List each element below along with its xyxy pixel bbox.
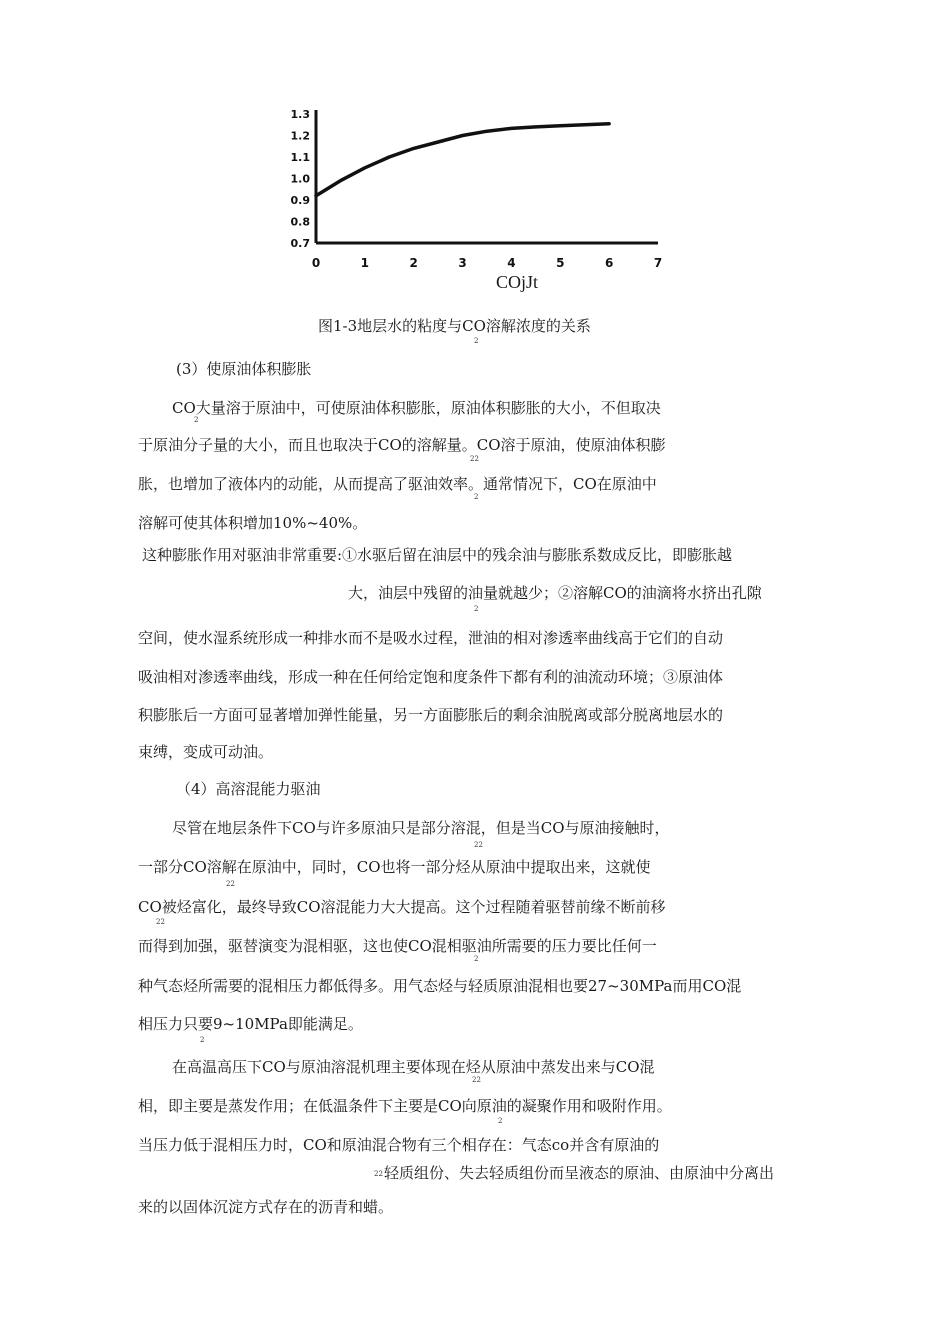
subscript: 22 <box>156 918 165 926</box>
subscript: 2 <box>474 955 479 963</box>
paragraph-line: 在高温高压下CO与原油溶混机理主要体现在烃从原油中蒸发出来与CO混 <box>172 1058 655 1076</box>
subscript: 2 <box>498 1117 503 1125</box>
paragraph-line: 种气态烃所需要的混相压力都低得多。用气态烃与轻质原油混相也要27~30MPa而用CO混 <box>138 977 742 995</box>
paragraph-line: 胀，也增加了液体内的动能，从而提高了驱油效率。通常情况下，CO在原油中 <box>138 475 657 493</box>
paragraph-line: 来的以固体沉淀方式存在的沥青和蜡。 <box>138 1198 394 1216</box>
paragraph-line: 束缚，变成可动油。 <box>138 743 274 761</box>
y-tick-label: 0.7 <box>290 237 310 250</box>
paragraph-line: 积膨胀后一方面可显著增加弹性能量，另一方面膨胀后的剩余油脱离或部分脱离地层水的 <box>138 706 724 724</box>
y-tick-label: 1.0 <box>290 172 310 186</box>
subscript: 22 <box>374 1170 383 1178</box>
paragraph-line: 溶解可使其体积增加10%~40%。 <box>138 514 368 532</box>
subscript: 2 <box>474 337 479 345</box>
x-tick-label: 6 <box>604 256 614 270</box>
paragraph-line: 空间，使水湿系统形成一种排水而不是吸水过程，泄油的相对渗透率曲线高于它们的自动 <box>138 629 724 647</box>
section-heading-3: (3）使原油体积膨胀 <box>176 360 312 378</box>
y-tick-label: 0.9 <box>290 194 310 207</box>
x-tick-label: 7 <box>653 256 663 270</box>
x-tick-label: 3 <box>458 256 467 270</box>
subscript: 2 <box>194 416 199 424</box>
paragraph-line: 于原油分子量的大小，而且也取决于CO的溶解量。CO溶于原油，使原油体积膨 <box>138 436 666 454</box>
x-tick-label: 0 <box>311 256 321 270</box>
paragraph-line: 相，即主要是蒸发作用；在低温条件下主要是CO向原油的凝聚作用和吸附作用。 <box>138 1097 672 1115</box>
y-tick-label: 0.8 <box>290 215 310 229</box>
subscript: 22 <box>226 880 235 888</box>
y-tick-label: 1.1 <box>290 151 310 164</box>
subscript: 2 <box>474 493 479 501</box>
x-axis-label: COjJt <box>496 272 539 292</box>
paragraph-line: CO被烃富化，最终导致CO溶混能力大大提高。这个过程随着驱替前缘不断前移 <box>138 898 666 916</box>
y-tick-label: 1.3 <box>290 108 310 121</box>
subscript: 22 <box>470 455 479 463</box>
section-heading-4: （4）高溶混能力驱油 <box>176 780 321 798</box>
paragraph-line: 吸油相对渗透率曲线，形成一种在任何给定饱和度条件下都有利的油流动环境；③原油体 <box>138 668 724 686</box>
subscript: 22 <box>474 841 483 849</box>
x-tick-label: 5 <box>556 256 565 270</box>
y-tick-label: 1.2 <box>290 129 310 143</box>
paragraph-line: 轻质组份、失去轻质组份而呈液态的原油、由原油中分离出 <box>384 1164 775 1182</box>
x-tick-label: 1 <box>360 256 370 270</box>
subscript: 2 <box>474 605 479 613</box>
subscript: 2 <box>200 1036 205 1044</box>
x-tick-label: 4 <box>507 256 516 270</box>
paragraph-line: 相压力只要9~10MPa即能满足。 <box>138 1015 363 1033</box>
figure-caption: 图1-3地层水的粘度与CO溶解浓度的关系 <box>318 317 591 335</box>
paragraph-line: 而得到加强，驱替演变为混相驱，这也使CO混相驱油所需要的压力要比任何一 <box>138 937 657 955</box>
paragraph-line: CO大量溶于原油中，可使原油体积膨胀，原油体积膨胀的大小，不但取决 <box>172 399 661 417</box>
paragraph-line: 一部分CO溶解在原油中，同时，CO也将一部分烃从原油中提取出来，这就使 <box>138 858 651 876</box>
subscript: 22 <box>472 1076 481 1084</box>
viscosity-chart <box>280 100 680 300</box>
x-tick-label: 2 <box>409 256 418 270</box>
paragraph-line: 大，油层中残留的油量就越少；②溶解CO的油滴将水挤出孔隙 <box>348 584 762 602</box>
paragraph-line: 这种膨胀作用对驱油非常重要:①水驱后留在油层中的残余油与膨胀系数成反比，即膨胀越 <box>142 546 733 564</box>
paragraph-line: 尽管在地层条件下CO与许多原油只是部分溶混，但是当CO与原油接触时， <box>172 819 670 837</box>
viscosity-curve <box>316 124 609 196</box>
paragraph-line: 当压力低于混相压力时，CO和原油混合物有三个相存在：气态co并含有原油的 <box>138 1136 660 1154</box>
chart-series <box>316 124 609 196</box>
